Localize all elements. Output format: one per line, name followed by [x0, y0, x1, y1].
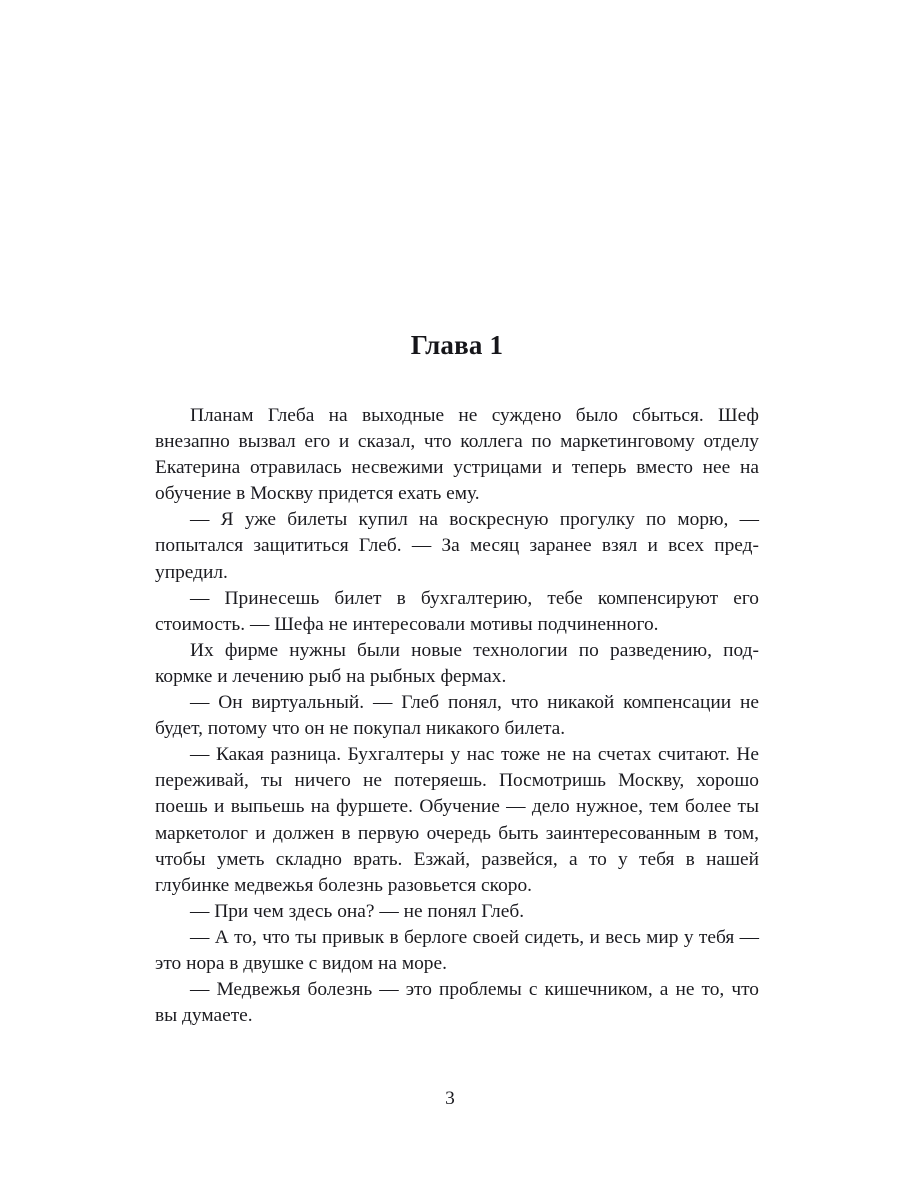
page-number: 3	[445, 1088, 455, 1109]
paragraph: — Я уже билеты купил на воскресную прогулку по морю, — попытался защититься Глеб. — За месяц заранее взял и всех предупредил.	[155, 509, 759, 583]
body-text	[155, 403, 759, 1029]
paragraph: — Принесешь билет в бухгалтерию, тебе компенсируют его стоимость. — Шефа не интересовали мотивы подчиненного.	[155, 587, 759, 635]
paragraph: Их фирме нужны были новые технологии по разведению, подкормке и лечению рыб на рыбных фермах.	[155, 639, 759, 687]
page-text-block	[155, 330, 759, 1029]
paragraph: — Медвежья болезнь — это проблемы с кишечником, а не то, что вы думаете.	[155, 979, 759, 1027]
paragraph: — Он виртуальный. — Глеб понял, что никакой компенсации не будет, потому что он не покупал никакого билета.	[155, 692, 759, 740]
paragraph: — При чем здесь она? — не понял Глеб.	[190, 900, 525, 922]
paragraph: — Какая разница. Бухгалтеры у нас тоже не на счетах считают. Не переживай, ты ничего не потеряешь. Посмотришь Москву, хорошо поешь и выпьешь на фуршете. Обучение — дело нужное, тем более ты маркетолог и должен в первую очередь быть заинтересованным в том, чтобы уметь складно врать. Езжай, развейся, а то у тебя в нашей глубинке медвежья болезнь разовьется скоро.	[155, 744, 759, 896]
chapter-heading: Глава 1	[410, 330, 504, 360]
paragraph: Планам Глеба на выходные не суждено было сбыться. Шеф внезапно вызвал его и сказал, что коллега по маркетинговому отделу Екатерина отравилась несвежими устрицами и теперь вместо нее на обучение в Москву придется ехать ему.	[155, 405, 759, 505]
paragraph: — А то, что ты привык в берлоге своей сидеть, и весь мир у тебя — это нора в двушке с видом на море.	[155, 926, 759, 974]
